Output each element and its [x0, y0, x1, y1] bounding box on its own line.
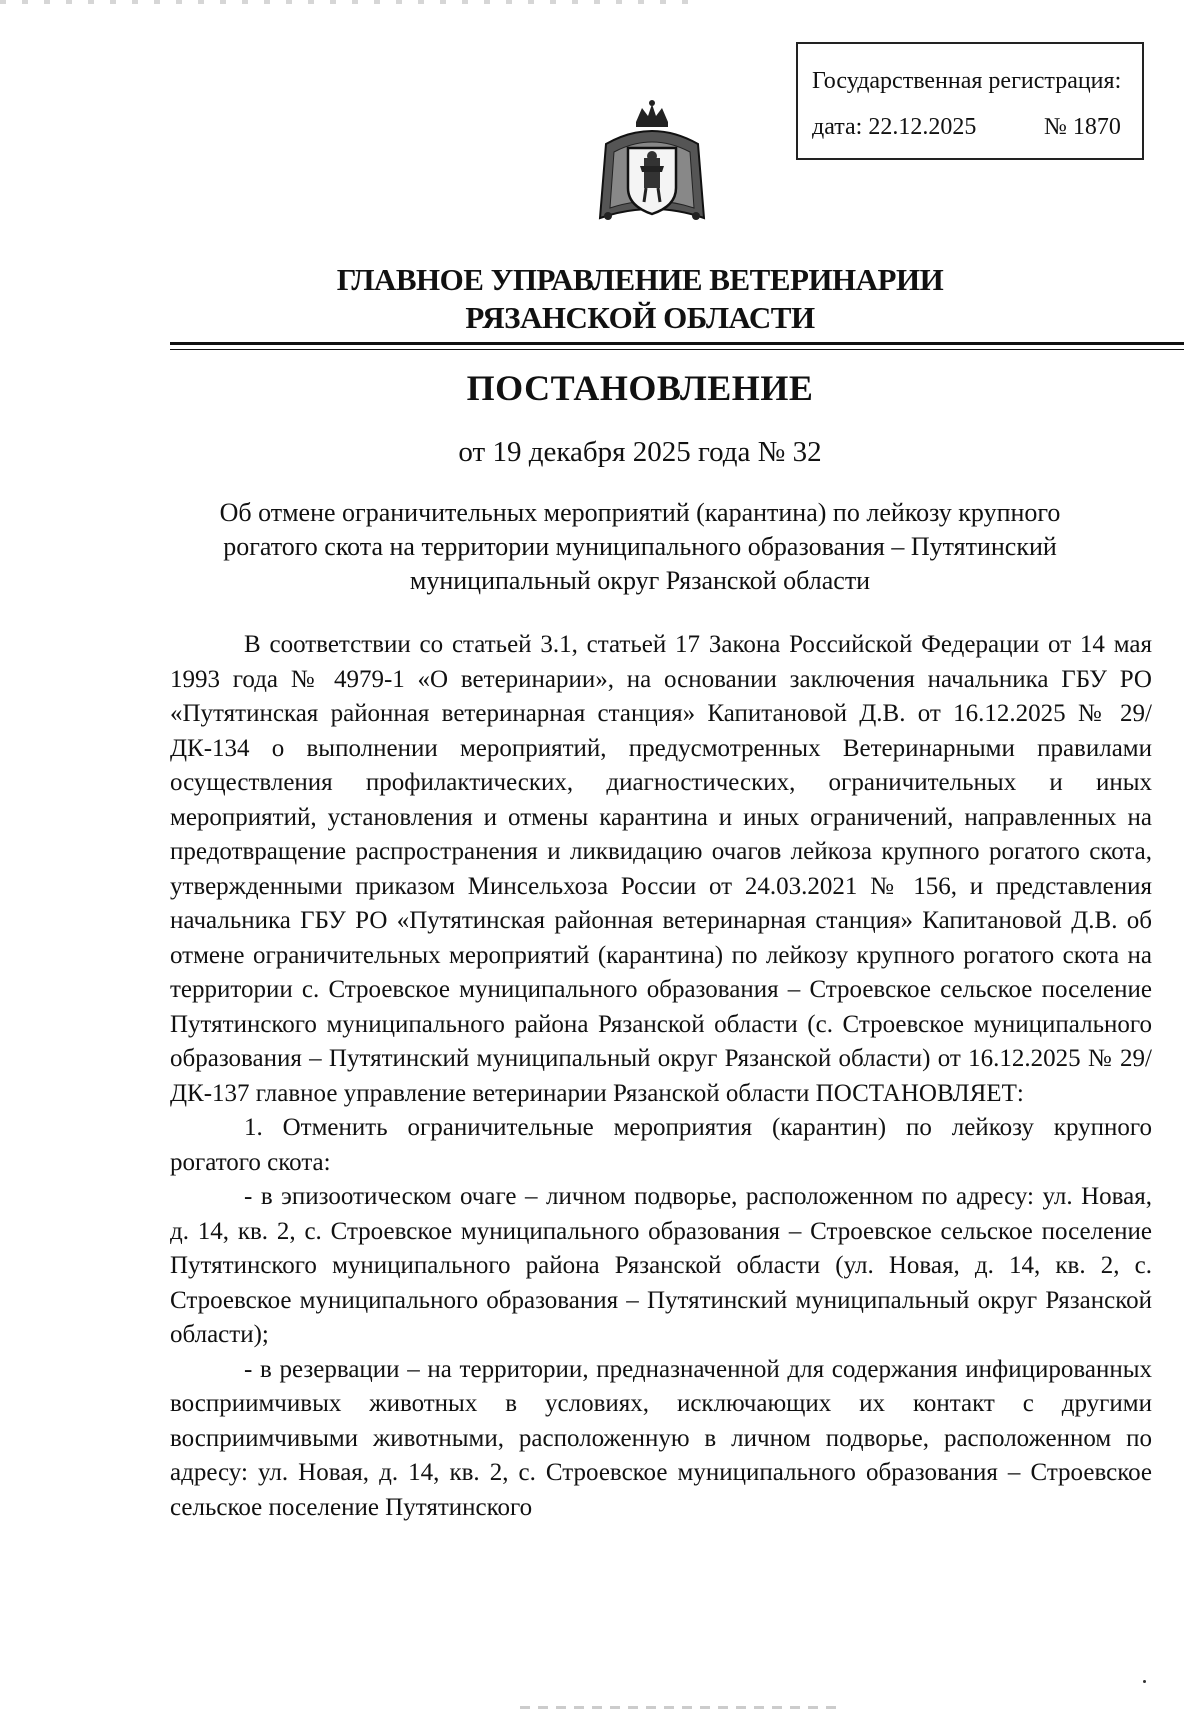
document-subject: Об отмене ограничительных мероприятий (карантина) по лейкозу крупного рогатого скота на территории муниципального образования – Путятинский муниципальный округ Рязанской области	[219, 498, 1061, 595]
organization-name-line2: РЯЗАНСКОЙ ОБЛАСТИ	[465, 300, 815, 335]
organization-name-line1: ГЛАВНОЕ УПРАВЛЕНИЕ ВЕТЕРИНАРИИ	[336, 262, 944, 297]
header-divider-thick	[170, 342, 1184, 345]
coat-of-arms-icon	[592, 100, 712, 230]
header-divider-thin	[170, 349, 1184, 350]
registration-date: дата: 22.12.2025	[812, 114, 977, 140]
registration-number: № 1870	[1044, 114, 1121, 140]
body-paragraph-focus: - в эпизоотическом очаге – личном подворье, расположенном по адресу: ул. Новая, д. 14, кв. 2, с. Строевское муниципального образования – Строевское сельское поселение Путятинского муниципального района Рязанской области (ул. Новая, д. 14, кв. 2, с. Строевское муниципального образования – Путятинский муниципальный округ Рязанской области);	[170, 1183, 1152, 1348]
body-paragraph-preamble: В соответствии со статьей 3.1, статьей 17 Закона Российской Федерации от 14 мая 1993 года № 4979-1 «О ветеринарии», на основании заключения начальника ГБУ РО «Путятинская районная ветеринарная станция» Капитановой Д.В. от 16.12.2025 № 29/ДК-134 о выполнении мероприятий, предусмотренных Ветеринарными правилами осуществления профилактических, диагностических, ограничительных и иных мероприятий, установления и отмены карантина и иных ограничений, направленных на предотвращение распространения и ликвидацию очагов лейкоза крупного рогатого скота, утвержденными приказом Минсельхоза России от 24.03.2021 № 156, и представления начальника ГБУ РО «Путятинская районная ветеринарная станция» Капитановой Д.В. об отмене ограничительных мероприятий (карантина) по лейкозу крупного рогатого скота на территории с. Строевское муниципального образования – Строевское сельское поселение Путятинского муниципального района Рязанской области (с. Строевское муниципального образования – Путятинский муниципальный округ Рязанской области) от 16.12.2025 № 29/ДК-137 главное управление ветеринарии Рязанской области ПОСТАНОВЛЯЕТ:	[170, 631, 1152, 1107]
document-type: ПОСТАНОВЛЕНИЕ	[466, 368, 814, 408]
body-paragraph-item-1: 1. Отменить ограничительные мероприятия (карантин) по лейкозу крупного рогатого скота:	[170, 1114, 1152, 1176]
scan-speck	[1143, 1680, 1146, 1683]
body-paragraph-reservation: - в резервации – на территории, предназначенной для содержания инфицированных восприимчивых животных в условиях, исключающих их контакт с другими восприимчивыми животными, расположенную в личном подворье, расположенном по адресу: ул. Новая, д. 14, кв. 2, с. Строевское муниципального образования – Строевское сельское поселение Путятинского	[170, 1355, 1152, 1521]
registration-label: Государственная регистрация:	[812, 68, 1122, 94]
document-body	[170, 628, 1152, 1525]
registration-stamp	[796, 42, 1144, 160]
scan-artifact	[0, 0, 700, 4]
document-date-number: от 19 декабря 2025 года № 32	[458, 436, 822, 468]
scan-artifact-bottom	[520, 1706, 840, 1709]
